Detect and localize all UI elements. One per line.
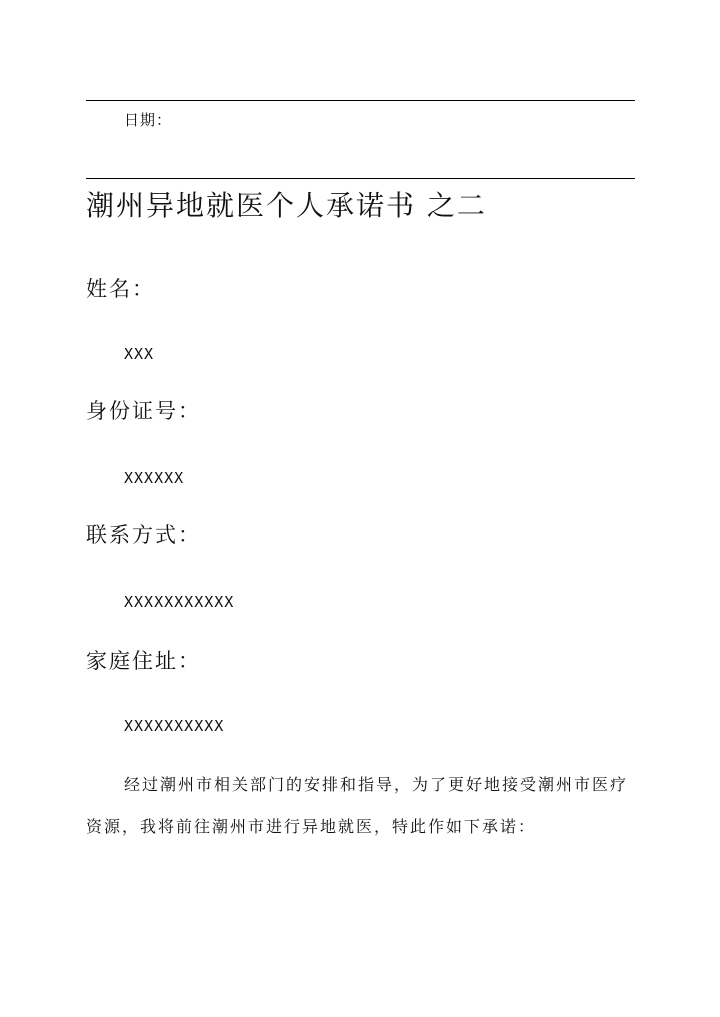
date-label: 日期： [124,111,173,129]
address-label: 家庭住址： [86,649,201,673]
title-divider [86,178,635,179]
page-title: 潮州异地就医个人承诺书 之二 [86,189,487,222]
id-number-value: XXXXXX [124,469,185,487]
top-divider [86,100,635,101]
name-label: 姓名： [86,277,155,301]
contact-label: 联系方式： [86,523,201,547]
id-number-label: 身份证号： [86,399,201,423]
address-value: XXXXXXXXXX [124,717,225,735]
name-value: XXX [124,345,155,363]
commitment-paragraph: 经过潮州市相关部门的安排和指导，为了更好地接受潮州市医疗资源，我将前往潮州市进行异地就医，特此作如下承诺： [86,775,629,836]
contact-value: XXXXXXXXXXX [124,593,235,611]
